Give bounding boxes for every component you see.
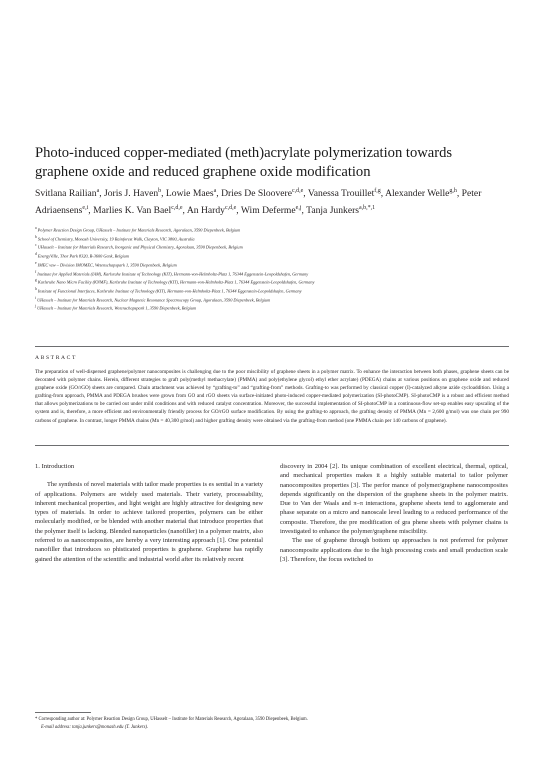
affiliation-item: $^h$ Institute of Functional Interfaces, Karlsruhe Institute of Technology (KIT), Hermann-von-Helmholtz-Platz 1, 76344 Eggenstein-Leopoldshafen, Germany bbox=[35, 287, 302, 294]
divider bbox=[35, 346, 509, 347]
abstract-heading: ABSTRACT bbox=[35, 355, 78, 361]
author-affiliation-marker: e,j bbox=[295, 205, 302, 212]
corresponding-author-note: * Corresponding author at: Polymer Reaction Design Group, UHasselt – Institute for Materials Research, Agoralaan, 3590 Diepenbeek, Belgium. bbox=[35, 717, 308, 722]
affiliation-key: h bbox=[35, 287, 37, 292]
author-name: Tanja Junkers$^{a,b,*,1}$ bbox=[306, 205, 376, 217]
section-heading: 1. Introduction bbox=[35, 463, 75, 470]
author-name: Wim Deferme$^{e,j}$ bbox=[240, 205, 302, 217]
right-column bbox=[280, 462, 508, 564]
author-name: Dries De Sloovere$^{c,d,e}$ bbox=[221, 188, 304, 200]
affiliation-item: $^g$ Karlsruhe Nano Micro Facility (KNMF), Karlsruhe Institute of Technology (KIT), Hermann-von-Helmholtz-Platz 1, 76344 Eggenstein-Leopoldshafen, Germany bbox=[35, 278, 315, 285]
author-name: Lowie Maes$^a$ bbox=[165, 188, 217, 200]
affiliation-item: $^f$ Institute for Applied Materials (IAM), Karlsruhe Institute of Technology (KIT), Hermann-von-Helmholtz-Platz 1, 76344 Eggenstein-Leopoldshafen, Germany bbox=[35, 269, 309, 277]
abstract-text: The preparation of well-dispersed graphene/polymer nanocomposites is challenging due to the poor miscibility of graphene sheets in a polymer matrix. To enhance the interaction between both phases, graphene sheets can be decorated with polymer chains. Herein, different strategies to graft poly(methyl methacrylate) (PMMA) and poly(ethylene glycol) ethyl ether acrylate) (PDEGA) chains at various positions on graphene oxide and reduced graphene oxide (GO/rGO) sheets are compared. Chain attachment was achieved by “grafting-to” and “grafting-from” methods. Grafting-to was performed by classical copper (I)-catalyzed alkyne azide cycloaddition. Using a grafting-from approach, PMMA and PDEGA brushes were grown from GO and rGO sheets via surface-initiated photo-induced copper-mediated polymerization (SI-photoCMP). SI-photoCMP is a robust and efficient method that allows polymerizations to be carried out under mild conditions and with reduced catalyst concentration. Moreover, the successful implementation of SI-photoCMP in a continuous-flow set-up enables easy upscaling of the system and is, therefore, a more efficient and environmentally friendly process for GO/rGO surface modification. By using the grafting-to approach, the grafting density of PMMA (Mn = 2,600 g/mol) was one chain per 990 carbons of graphene. In contrast, longer PMMA chains (Mn = 40,300 g/mol) and higher grafting density were obtained via the grafting-from method (one PMMA chain per 140 carbons of graphene). bbox=[35, 369, 509, 424]
affiliation-item: $^j$ UHasselt – Institute for Materials Research, Wetenschapspark 1, 3590 Diepenbeek, Belgium bbox=[35, 304, 197, 311]
author-affiliation-marker: a bbox=[96, 188, 100, 194]
author-name: Alexander Welle$^{g,h}$ bbox=[385, 188, 457, 200]
email-note: E-mail address: tanja.junkers@monash.edu (T. Junkers). bbox=[41, 724, 149, 730]
affiliation-item: $^e$ IMEC vzw – Division IMOMEC, Wetenschapspark 1, 3590 Diepenbeek, Belgium bbox=[35, 260, 177, 268]
author-affiliation-marker: a,b,*,1 bbox=[359, 205, 376, 212]
affiliation-item: $^a$ Polymer Reaction Design Group, UHasselt – Institute for Materials Research, Agoralaan, 3590 Diepenbeek, Belgium bbox=[35, 226, 241, 233]
author-affiliation-marker: g,h bbox=[449, 188, 457, 194]
affiliation-item: $^i$ UHasselt – Institute for Materials Research, Nuclear Magnetic Resonance Spectroscopy Group, Agoralaan, 3590 Diepenbeek, Belgium bbox=[35, 295, 271, 303]
author-affiliation-marker: f,g bbox=[374, 188, 381, 194]
affiliation-item: $^b$ School of Chemistry, Monash University, 19 Rainforest Walk, Clayton, VIC 3800, Australia bbox=[35, 234, 195, 242]
author-affiliation-marker: c,d,e bbox=[291, 188, 304, 194]
paragraph: discovery in 2004 [2]. Its unique combination of excellent electrical, thermal, optical, and mechanical properties makes it a highly suitable material to tailor polymer nanocomposites properties [3]. The perfor mance of polymer/graphene nanocomposites depends significantly on the dispersion of the graphene sheets in the polymer matrix. Due to Van der Waals and π–π interactions, graphene sheets tend to agglomerate and phase separate on a micro and nanoscale level leading to a reduced performance of the composite. Therefore, the pre modification of gra phene sheets with polymer chains is investigated to enhance the polymer/graphene miscibility. bbox=[280, 463, 508, 536]
affiliation-key: g bbox=[35, 278, 37, 283]
paper-title: Photo-induced copper-mediated (meth)acrylate polymerization towards graphene oxide and reduced graphene oxide modification bbox=[35, 145, 453, 180]
affiliation-key: f bbox=[35, 269, 37, 274]
author-name: Vanessa Trouillet$^{f,g}$ bbox=[307, 188, 381, 200]
author-affiliation-marker: c,d,e bbox=[224, 205, 237, 212]
affiliation-item: $^d$ EnergyVille, Thor Park 8320, B-3600 Genk, Belgium bbox=[35, 252, 129, 259]
affiliation-key: b bbox=[35, 234, 37, 239]
author-name: Peter Adriaensens$^{e,i}$ bbox=[35, 188, 482, 217]
left-column bbox=[35, 462, 263, 564]
affiliation-key: j bbox=[35, 304, 36, 309]
affiliation-key: c bbox=[35, 243, 37, 248]
affiliation-list bbox=[35, 225, 515, 312]
affiliation-key: a bbox=[35, 226, 37, 230]
author-affiliation-marker: a bbox=[213, 188, 217, 194]
footnote bbox=[35, 716, 509, 731]
author-name: Svitlana Railian$^a$ bbox=[35, 188, 100, 200]
author-name: Joris J. Haven$^b$ bbox=[104, 188, 162, 200]
author-affiliation-marker: b bbox=[158, 188, 162, 194]
affiliation-key: e bbox=[35, 260, 37, 265]
paragraph: The use of graphene through bottom up approaches is not preferred for polymer nanocomposite applications due to the high processing costs and small production scale [3]. Therefore, the focus switched to bbox=[280, 537, 508, 563]
author-list: Svitlana Railian$^a$, Joris J. Haven$^b$, Lowie Maes$^a$, Dries De Sloovere$^{c,d,e}$, Vanessa Trouillet$^{f,g}$, Alexander Welle$^{g,h}$, Peter Adriaensens$^{e,i}$, Marlies K. Van Bael$^{c,d,e}$, An Hardy$^{c,d,e}$, Wim Deferme$^{e,j}$, Tanja Junkers$^{a,b,*,1}$ bbox=[35, 188, 482, 217]
paragraph: The synthesis of novel materials with tailor made properties is es sential in a variety of applications. Polymers are widely used materials. Their variety, processability, inherent mechanical properties, and light weight are highly attractive for designing new types of materials. In order to achieve tailored properties, polymers can be either molecularly modified, or be blended with another material that introduce properties that the polymer itself is lacking. Blended nanoparticles (nanofiller) in a polymer matrix, also referred to as nanocomposites, are hereby a very interesting approach [1]. One potential nanofiller that introduces so phisticated properties is graphene. Graphene has rapidly gained the attention of the scientific and industrial world after its relatively recent bbox=[35, 481, 263, 563]
affiliation-item: $^c$ UHasselt – Institute for Materials Research, Inorganic and Physical Chemistry, Agoralaan, 3590 Diepenbeek, Belgium bbox=[35, 243, 243, 250]
affiliation-key: d bbox=[35, 252, 37, 257]
footnote-divider bbox=[35, 712, 91, 713]
author-affiliation-marker: e,i bbox=[82, 205, 89, 212]
divider bbox=[35, 445, 509, 446]
affiliation-key: i bbox=[35, 295, 36, 300]
author-name: An Hardy$^{c,d,e}$ bbox=[186, 205, 237, 217]
author-name: Marlies K. Van Bael$^{c,d,e}$ bbox=[93, 205, 183, 217]
author-affiliation-marker: c,d,e bbox=[171, 205, 183, 212]
